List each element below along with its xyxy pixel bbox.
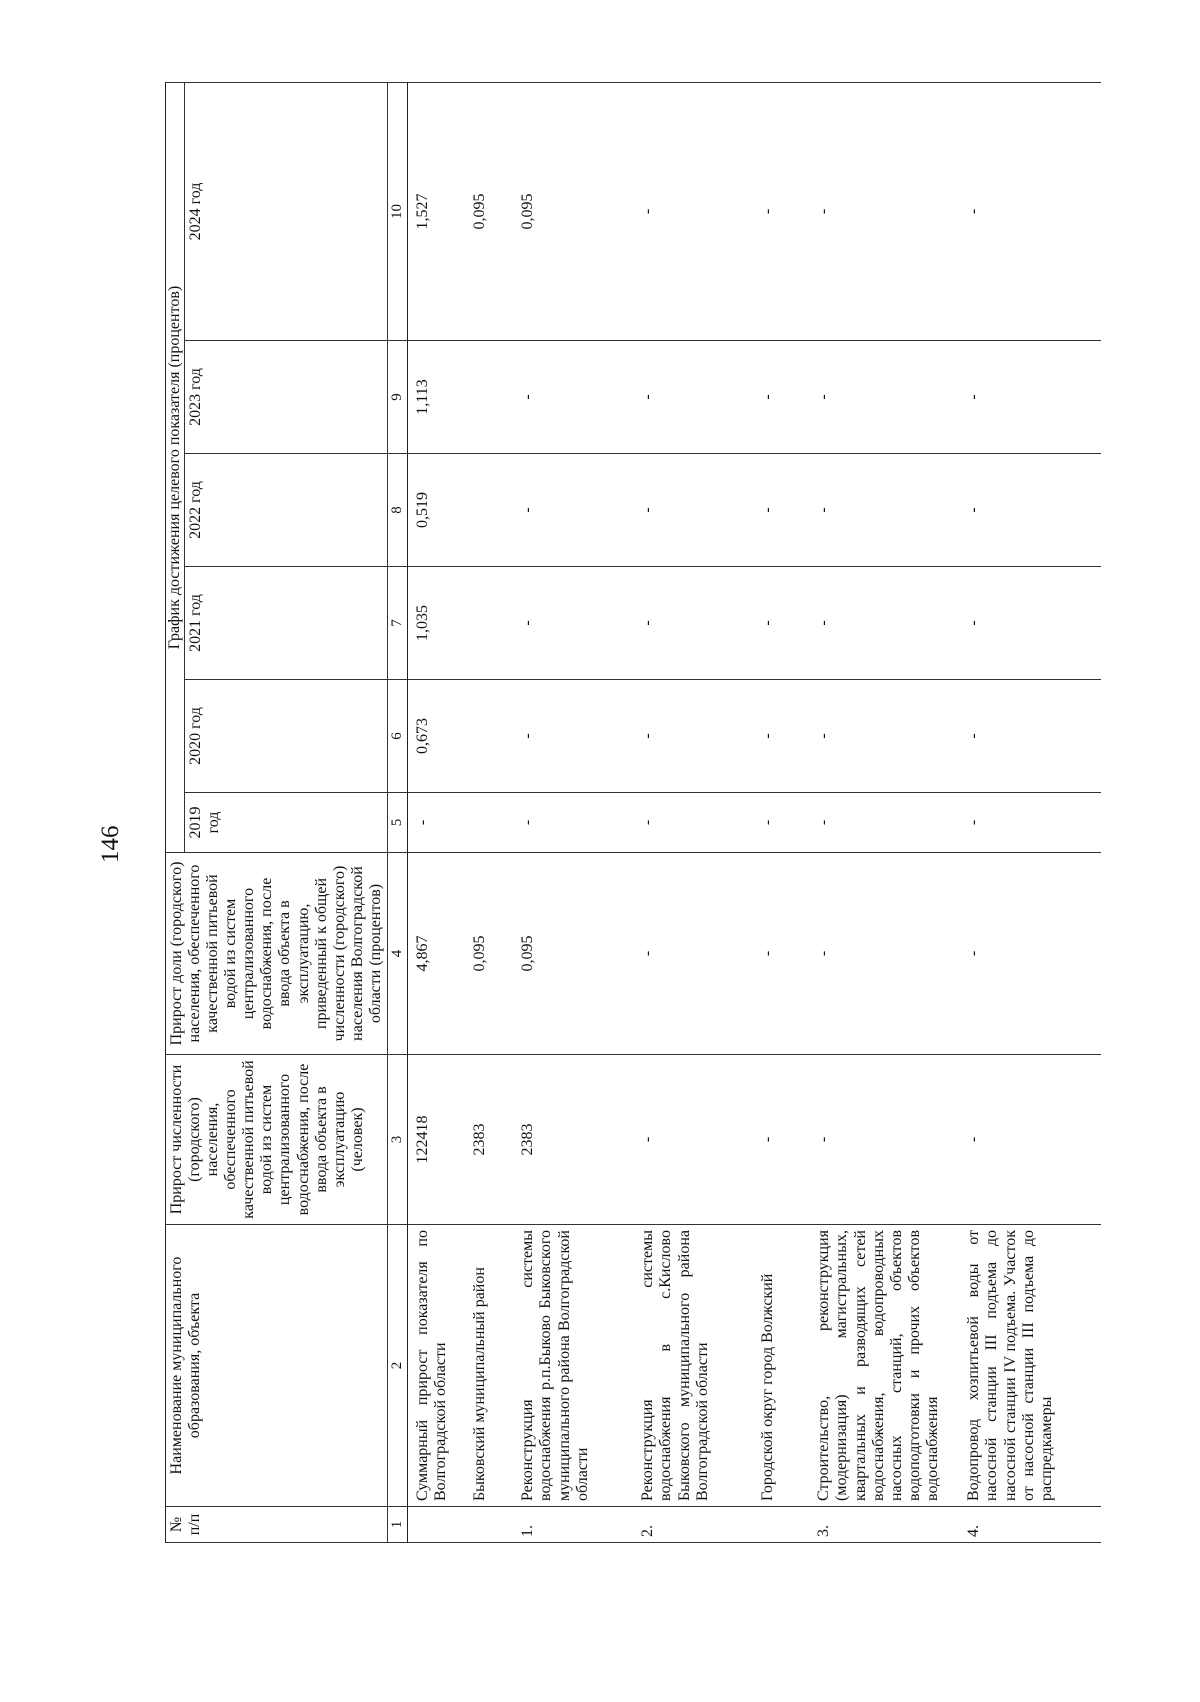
- header-year: 2022 год: [185, 454, 388, 567]
- row-year-value: -: [745, 454, 801, 567]
- row-year-value: -: [801, 793, 951, 853]
- row-share-growth: 0,095: [505, 853, 625, 1055]
- row-name: Реконструкция системы водоснабжения р.п.Быково Быковского муниципального района Волгоградской области: [505, 1225, 625, 1507]
- row-year-value: -: [625, 341, 745, 454]
- row-population-growth: -: [625, 1055, 745, 1225]
- column-number: 7: [387, 567, 407, 680]
- row-year-value: -: [625, 680, 745, 793]
- row-year-value: -: [625, 82, 745, 340]
- header-share-growth: Прирост доли (городского) населения, обеспеченного качественной питьевой водой из систем централизованного водоснабжения, после ввода объекта в эксплуатацию, приведенный к общей численности (городского) населения Волгоградской области (процентов): [166, 853, 388, 1055]
- row-population-growth: -: [745, 1055, 801, 1225]
- row-number: [407, 1507, 457, 1543]
- row-year-value: -: [745, 341, 801, 454]
- row-year-value: -: [951, 454, 1101, 567]
- row-name: Суммарный прирост показателя по Волгоградской области: [407, 1225, 457, 1507]
- row-year-value: -: [505, 567, 625, 680]
- table-row: [951, 82, 1101, 1542]
- header-year: 2024 год: [185, 82, 388, 340]
- row-year-value: -: [951, 82, 1101, 340]
- row-name: Реконструкция системы водоснабжения в с.Кислово Быковского муниципального района Волгоградской области: [625, 1225, 745, 1507]
- row-year-value: -: [505, 793, 625, 853]
- row-year-value: -: [407, 793, 457, 853]
- column-number: 2: [387, 1225, 407, 1507]
- column-number: 4: [387, 853, 407, 1055]
- column-number: 8: [387, 454, 407, 567]
- row-year-value: -: [801, 82, 951, 340]
- column-number: 1: [387, 1507, 407, 1543]
- row-share-growth: 0,095: [457, 853, 505, 1055]
- row-year-value: -: [951, 341, 1101, 454]
- row-year-value: -: [951, 567, 1101, 680]
- row-year-value: -: [801, 567, 951, 680]
- row-population-growth: -: [801, 1055, 951, 1225]
- row-year-value: 0,095: [505, 82, 625, 340]
- row-population-growth: 2383: [505, 1055, 625, 1225]
- row-share-growth: 4,867: [407, 853, 457, 1055]
- row-name: Городской округ город Волжский: [745, 1225, 801, 1507]
- row-year-value: 1,113: [407, 341, 457, 454]
- row-population-growth: -: [951, 1055, 1101, 1225]
- row-year-value: 0,519: [407, 454, 457, 567]
- row-year-value: [457, 567, 505, 680]
- row-year-value: -: [745, 680, 801, 793]
- row-year-value: 0,673: [407, 680, 457, 793]
- table-row: [801, 82, 951, 1542]
- row-year-value: -: [951, 793, 1101, 853]
- header-year: 2019 год: [185, 793, 388, 853]
- row-year-value: -: [505, 680, 625, 793]
- header-year: 2021 год: [185, 567, 388, 680]
- row-number: 1.: [505, 1507, 625, 1543]
- header-number: № п/п: [166, 1507, 388, 1543]
- column-number: 9: [387, 341, 407, 454]
- row-year-value: -: [625, 454, 745, 567]
- row-population-growth: 122418: [407, 1055, 457, 1225]
- column-number: 5: [387, 793, 407, 853]
- row-share-growth: -: [951, 853, 1101, 1055]
- header-name: Наименование муниципального образования, объекта: [166, 1225, 388, 1507]
- header-population-growth: Прирост численности (городского) населения, обеспеченного качественной питьевой водой из систем централизованного водоснабжения, после ввода объекта в эксплуатацию (человек): [166, 1055, 388, 1225]
- table-body: [407, 82, 1101, 1542]
- row-year-value: [457, 454, 505, 567]
- page-number: 146: [97, 825, 124, 863]
- row-year-value: [457, 341, 505, 454]
- table-row: [407, 82, 457, 1542]
- row-name: Быковский муниципальный район: [457, 1225, 505, 1507]
- column-number: 6: [387, 680, 407, 793]
- row-name: Водопровод хозпитьевой воды от насосной станции III подъема до насосной станции IV подъема. Участок от насосной станции III подъема до распредкамеры: [951, 1225, 1101, 1507]
- row-year-value: -: [505, 454, 625, 567]
- row-number: 4.: [951, 1507, 1101, 1543]
- row-year-value: -: [745, 567, 801, 680]
- rotated-table-sheet: [165, 83, 1055, 1543]
- row-number: 3.: [801, 1507, 951, 1543]
- row-year-value: -: [951, 680, 1101, 793]
- row-year-value: -: [801, 454, 951, 567]
- row-number: [457, 1507, 505, 1543]
- row-year-value: -: [625, 567, 745, 680]
- row-year-value: -: [625, 793, 745, 853]
- table-row: [745, 82, 801, 1542]
- row-year-value: -: [505, 341, 625, 454]
- column-number: 10: [387, 82, 407, 340]
- row-number: [745, 1507, 801, 1543]
- header-year: 2020 год: [185, 680, 388, 793]
- row-name: Строительство, реконструкция (модернизация) магистральных, квартальных и разводящих сетей водоснабжения, водопроводных насосных станций, объектов водоподготовки и прочих объектов водоснабжения: [801, 1225, 951, 1507]
- row-year-value: -: [801, 680, 951, 793]
- row-year-value: 1,527: [407, 82, 457, 340]
- header-schedule-group: График достижения целевого показателя (процентов): [166, 82, 185, 852]
- row-year-value: -: [745, 82, 801, 340]
- row-share-growth: -: [801, 853, 951, 1055]
- table-row: [625, 82, 745, 1542]
- row-year-value: 0,095: [457, 82, 505, 340]
- row-year-value: -: [801, 341, 951, 454]
- row-year-value: [457, 680, 505, 793]
- table-row: [457, 82, 505, 1542]
- target-indicator-table: [165, 82, 1101, 1543]
- row-share-growth: -: [625, 853, 745, 1055]
- header-year: 2023 год: [185, 341, 388, 454]
- row-year-value: [457, 793, 505, 853]
- row-population-growth: 2383: [457, 1055, 505, 1225]
- table-row: [505, 82, 625, 1542]
- row-year-value: 1,035: [407, 567, 457, 680]
- row-share-growth: -: [745, 853, 801, 1055]
- row-year-value: -: [745, 793, 801, 853]
- column-number: 3: [387, 1055, 407, 1225]
- row-number: 2.: [625, 1507, 745, 1543]
